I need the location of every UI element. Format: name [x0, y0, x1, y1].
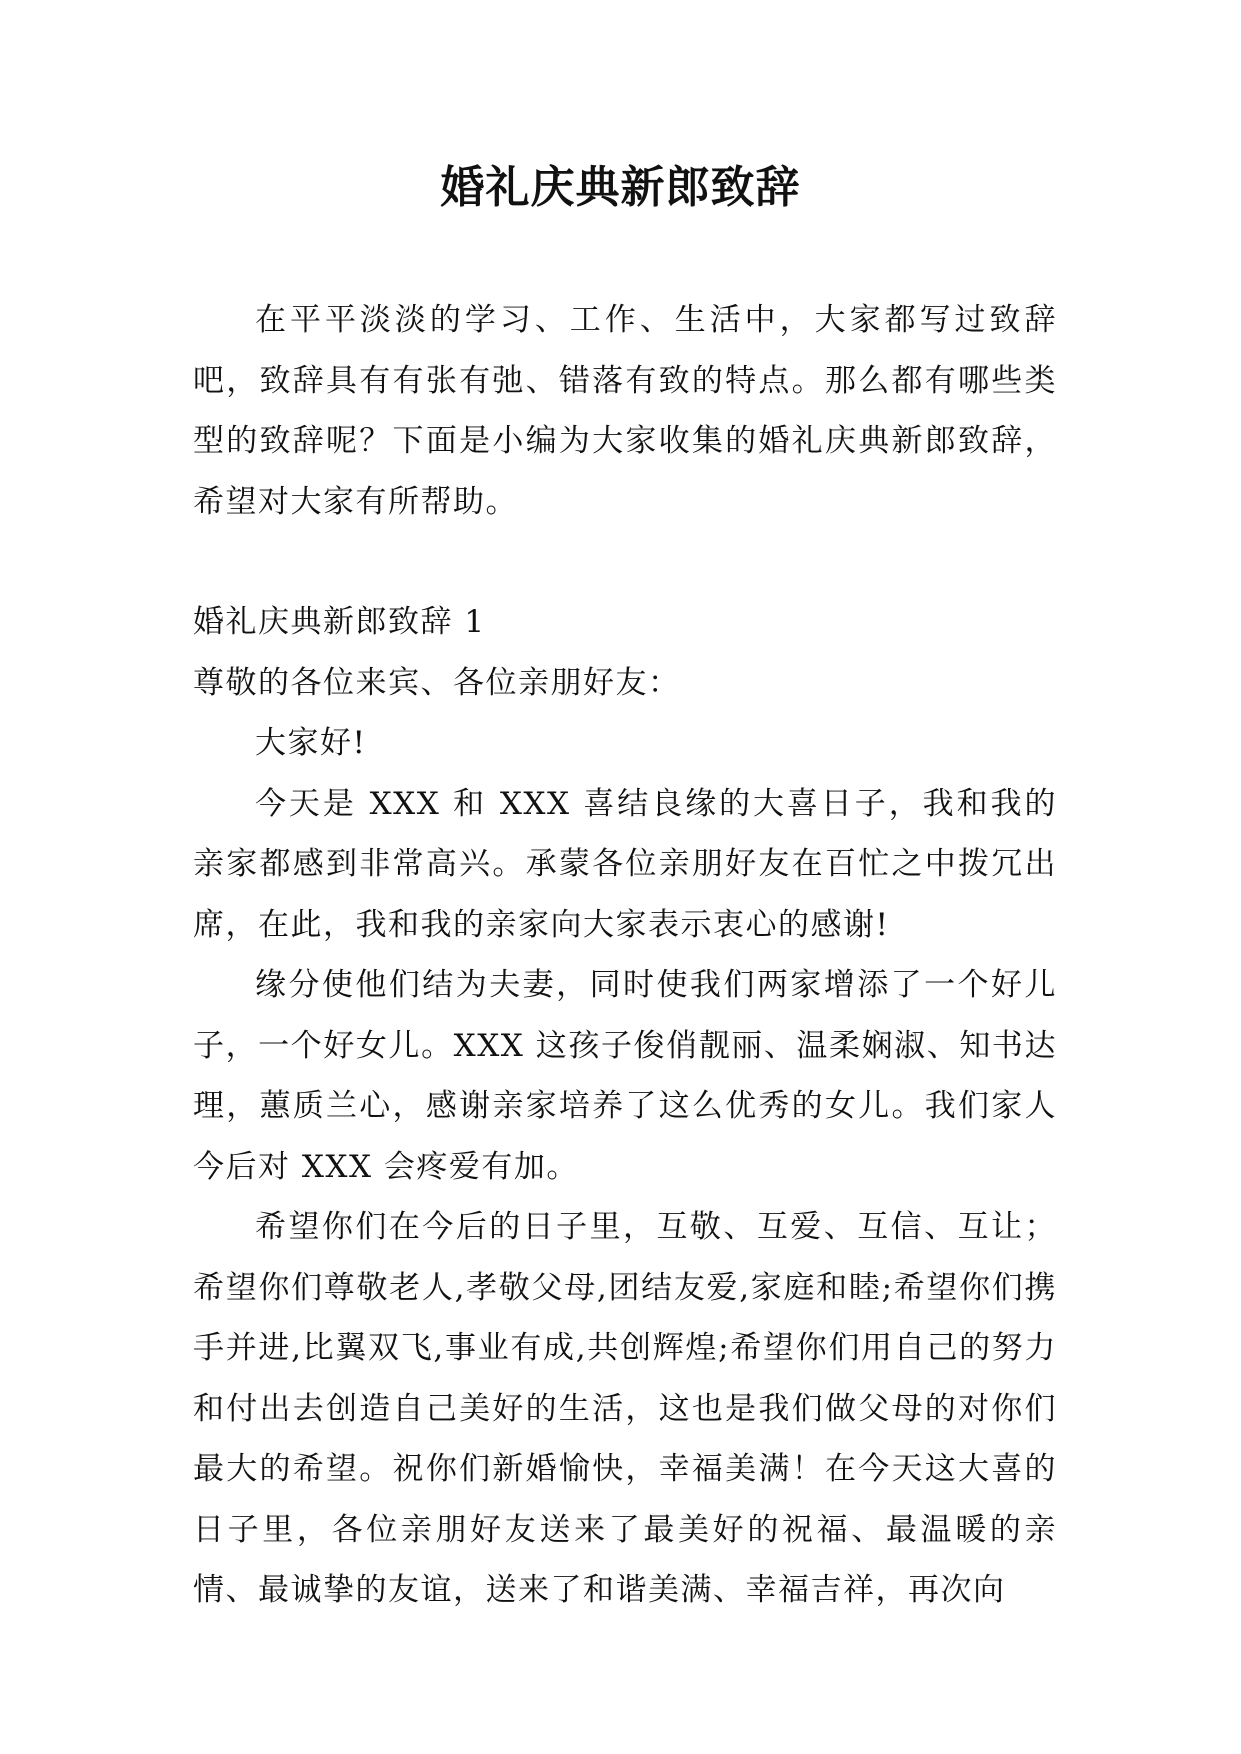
paragraph-spacer — [193, 532, 1057, 592]
greeting: 大家好! — [255, 725, 367, 761]
body-paragraph-3: 希望你们在今后的日子里，互敬、互爱、互信、互让；希望你们尊敬老人,孝敬父母,团结友爱,家庭和睦;希望你们携手并进,比翼双飞,事业有成,共创辉煌;希望你们用自己的努力和付出去创造自己美好的生活，这也是我们做父母的对你们最大的希望。祝你们新婚愉快，幸福美满！在今天这大喜的日子里，各位亲朋好友送来了最美好的祝福、最温暖的亲情、最诚挚的友谊，送来了和谐美满、幸福吉祥，再次向 — [193, 1209, 1057, 1608]
intro-paragraph: 在平平淡淡的学习、工作、生活中，大家都写过致辞吧，致辞具有有张有弛、错落有致的特点。那么都有哪些类型的致辞呢？下面是小编为大家收集的婚礼庆典新郎致辞，希望对大家有所帮助。 — [193, 302, 1057, 520]
document-title: 婚礼庆典新郎致辞 — [440, 162, 801, 213]
body-paragraph-1: 今天是 XXX 和 XXX 喜结良缘的大喜日子，我和我的亲家都感到非常高兴。承蒙各位亲朋好友在百忙之中拨冗出席，在此，我和我的亲家向大家表示衷心的感谢! — [193, 785, 1057, 943]
section-heading: 婚礼庆典新郎致辞 1 — [193, 604, 486, 640]
salutation: 尊敬的各位来宾、各位亲朋好友： — [193, 664, 681, 701]
document-body — [193, 290, 1057, 1621]
body-paragraph-2: 缘分使他们结为夫妻，同时使我们两家增添了一个好儿子，一个好女儿。XXX 这孩子俊俏靓丽、温柔娴淑、知书达理，蕙质兰心，感谢亲家培养了这么优秀的女儿。我们家人今后对 XXX 会疼爱有加。 — [193, 967, 1057, 1185]
